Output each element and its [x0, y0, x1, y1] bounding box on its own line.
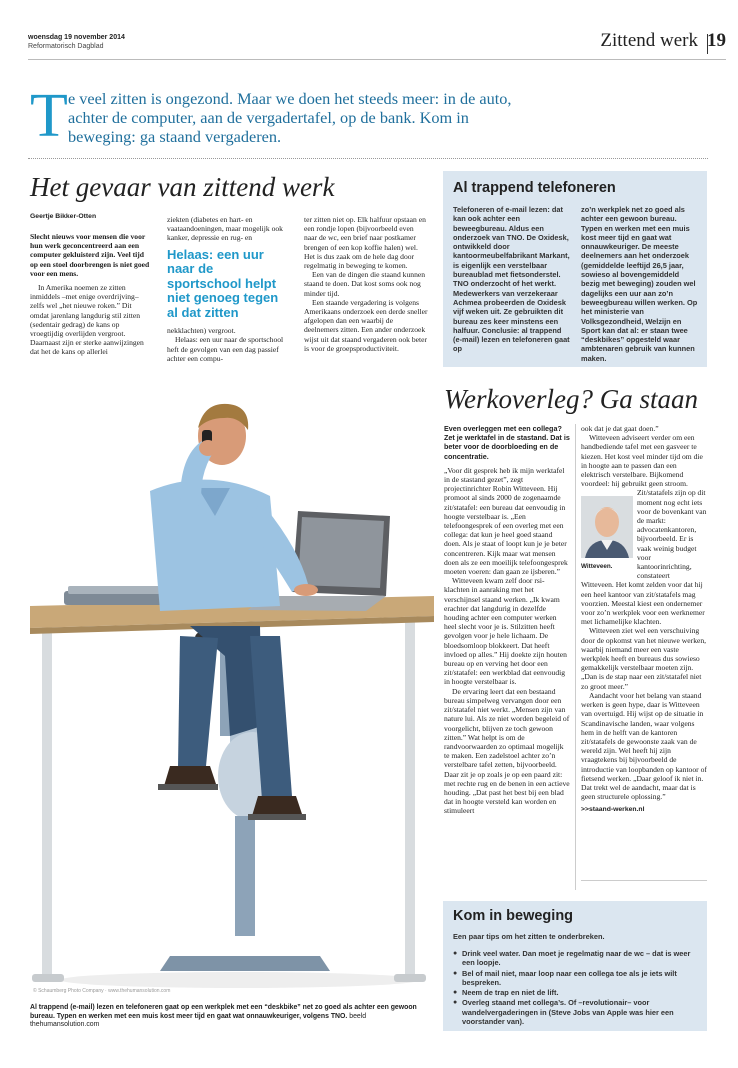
article1-col3: [304, 215, 428, 353]
masthead-paper: Reformatorisch Dagblad: [28, 43, 104, 50]
article2-lead: Even overleggen met een collega? Zet je werktafel in de stastand. Dat is beter voor de doorbloeding en de concentratie.: [444, 424, 570, 461]
photo-credit: beeld: [349, 1012, 367, 1020]
article1-paragraph: In Amerika noemen ze zitten inmiddels –met enige overdrijving– zelfs wel „het nieuwe roken.” Dit omdat jarenlang langdurig stil zitten (sedentair gedrag) de kans op vroegtijdig overlijden vergroot. Daarnaast zijn er sterke aanwijzingen dat het de kans op allerlei: [30, 283, 144, 357]
article2-url[interactable]: >>staand-werken.nl: [581, 806, 645, 814]
article1-col1: [30, 232, 152, 357]
photo-caption: [30, 1004, 435, 1030]
article2-headline: Werkoverleg? Ga staan: [444, 384, 698, 414]
photo-caption-text: Al trappend (e-mail) lezen en telefoneren gaat op een werkplek met een “deskbike” net zo goed als achter een gewoon bureau. Typen en werken met een muis kost meer tijd en gaat wat onnauwkeuriger, volgens TNO.: [30, 1004, 417, 1020]
dotted-rule: [28, 158, 708, 159]
article2-paragraph: Witteveen adviseert verder om een handbediende tafel met een gasveer te kiezen. Het kost veel minder tijd om die in hoogte aan te passen dan een elektrisch verstelbare. Bijkomend voordeel: hij gebruikt geen stroom.: [581, 433, 703, 489]
article2-paragraph: Zit/statafels zijn op dit moment nog echt iets voor de bovenkant van de markt: advocatenkantoren, bijvoorbeeld. Er is vaak weinig budget voor kantoorinrichting, constateert: [637, 488, 707, 581]
article1-paragraph: Helaas: een uur naar de sportschool heft de gevolgen van een dag passief achter een compu-: [167, 335, 284, 363]
masthead-date: woensdag 19 november 2014: [28, 34, 125, 41]
article1-col2: [167, 215, 289, 363]
tip-item: ● Bel of mail niet, maar loop naar een collega toe als je iets wilt bespreken.: [453, 969, 697, 988]
article1-paragraph: nekklachten) vergroot.: [167, 326, 236, 336]
box-trappend: [443, 171, 707, 367]
column-rule: [575, 424, 576, 890]
article1-paragraph: Een staande vergadering is volgens Amerikaans onderzoek een derde sneller afgelopen dan een waarbij de deelnemers zitten. Een ander onderzoek wijst uit dat staand vergaderen ook beter is voor de groepsproductiviteit.: [304, 297, 428, 353]
tip-item: ● Overleg staand met collega’s. Of –revolutionair– voor wandelvergaderingen in (Steve Jobs van Apple was hier een voorstander van).: [453, 998, 697, 1026]
article2-paragraph: ook dat je dat gaat doen.”: [581, 424, 659, 433]
header-rule: [28, 59, 726, 60]
box-trappend-col1: Telefoneren of e-mail lezen: dat kan ook achter een beweegbureau. Aldus een onderzoek van TNO. De Oxidesk, ontwikkeld door kantoormeubelfabrikant Markant, is eigenlijk een verstelbaar bureaublad met fietsonderstel. TNO onderzocht of het werkt. Medewerkers van verzekeraar Achmea probeerden de Oxidesk vijf weken uit. Ze gebruikten dit bureau zes keer minstens een halfuur. Conclusie: al trappend (e-mail) lezen en telefoneren gaat op: [453, 205, 570, 354]
article2-paragraph: Witteveen ziet wel een verschuiving door de opkomst van het nieuwe werken, waarbij niemand meer een vaste werkplek heeft en bureaus dus sowieso gemakkelijk verstelbaar moeten zijn. „Dan is de stap naar een zit/statafel niet zo groot meer.”: [581, 626, 707, 691]
box-trappend-title: Al trappend telefoneren: [453, 180, 616, 196]
article2-end-rule: [581, 880, 707, 881]
article1-lead: Slecht nieuws voor mensen die voor hun werk geconcentreerd aan een computer gekluisterd zijn. Veel tijd op een stoel doorbrengen is niet goed voor een mens.: [30, 232, 150, 278]
article2-col1: [444, 424, 570, 816]
article1-headline: Het gevaar van zittend werk: [30, 172, 335, 202]
deskbike-photo: [30, 396, 434, 1000]
tip-item: ● Neem de trap en niet de lift.: [453, 988, 697, 997]
photo-watermark: © Schaumberg Photo Company · www.thehumansolution.com: [33, 988, 171, 994]
article1-paragraph: ter zitten niet op. Elk halfuur opstaan en een rondje lopen (bijvoorbeeld even naar de wc, een brief naar postkamer brengen of een kop koffie halen) wel. Het is dus zaak om de hele dag door regelmatig in beweging te komen.: [304, 215, 426, 271]
article2-paragraph: Aandacht voor het belang van staand werken is geen hype, daar is Witteveen van overtuigd. Hij wijst op de situatie in Scandinavische landen, waar volgens hem in de helft van de kantoren zit/statafels de gewoonste zaak van de wereld zijn. Wel heeft hij zijn vraagtekens bij bijvoorbeeld de introductie van loopbanden op kantoor of fietsend werken. „Daar geloof ik niet in. Dat trekt wel de aandacht, maar dat is geen structurele oplossing.”: [581, 690, 707, 802]
article2-paragraph: Witteveen kwam zelf door rsi-klachten in aanraking met het verschijnsel staand werken. „Ik kwam erachter dat langdurig in dezelfde houding achter een computer werken heel slecht voor je is. Stilzitten heeft gevolgen voor je hele lichaam. De bloedsomloop blokkeert. Dat heeft invloed op alles.” Hij doekte zijn houten bureau op en verving het door een zit/statafel: een werkblad dat eenvoudig in hoogte verstelbaar is.: [444, 576, 567, 687]
article2-col2: [581, 424, 707, 815]
page-number: 19: [707, 30, 726, 51]
article2-paragraph: Witteveen. Het komt zelden voor dat hij een heel kantoor van zit/statafels mag voorzien. Meestal kiest een ondernemer voor zo’n werkplek voor een werknemer met lichamelijke klachten.: [581, 580, 705, 627]
article1-byline: Geertje Bikker-Otten: [30, 213, 97, 220]
article1-pullquote: Helaas: een uur naar de sportschool helpt niet genoeg tegen al dat zitten: [167, 246, 279, 320]
intro-initial: T: [30, 82, 68, 150]
article1-paragraph: Een van de dingen die staand kunnen staand te doen. Dat kost soms ook nog minder tijd.: [304, 270, 426, 298]
box-trappend-col2: zo’n werkplek net zo goed als achter een gewoon bureau. Typen en werken met een muis kost meer tijd en gaat wat onnauwkeuriger. De meeste deelnemers aan het onderzoek (gemiddelde leeftijd 26,5 jaar, sowieso al bovengemiddeld bezig met beweging) zouden wel dagelijks een uur aan zo’n beweegbureau willen werken. Op het ministerie van Volksgezondheid, Welzijn en Sport kan dat al: er staan twee “deskbikes” opgesteld waar ambtenaren gebruik van kunnen maken.: [581, 205, 698, 363]
article2-paragraph: „Voor dit gesprek heb ik mijn werktafel in de stastand gezet”, zegt projectinrichter Robin Witteveen. Hij promoot al sinds 2000 de zogenaamde zit/statafel: een bureau dat eenvoudig in hoogte verstelbaar is. „Een telefoongesprek of een overleg met een collega: dat kun je heel goed staand doen. Als je staat of loopt kun je je beter concentreren. Kijk maar wat mensen doen als ze een moeilijk telefoongesprek moeten voeren: dan gaan ze ijsberen.”: [444, 465, 568, 577]
main-photo: [30, 396, 434, 1000]
box-beweging-title: Kom in beweging: [453, 908, 574, 924]
tip-item: ● Drink veel water. Dan moet je regelmatig naar de wc – dat is weer een loopje.: [453, 949, 697, 968]
photo-source: thehumansolution.com: [30, 1021, 100, 1029]
portrait-photo: [581, 496, 633, 558]
tips-list: [453, 949, 697, 1027]
article1-paragraph: ziekten (diabetes en hart- en vaataandoeningen, maar mogelijk ook kanker, depressie en rug- en: [167, 215, 283, 243]
portrait-caption: Witteveen.: [581, 562, 613, 570]
box-beweging-intro: Een paar tips om het zitten te onderbreken.: [453, 932, 605, 941]
box-beweging: [443, 901, 707, 1031]
section-title: Zittend werk: [600, 30, 698, 51]
article2-paragraph: De ervaring leert dat een bestaand bureau simpelweg vervangen door een zit/statafel niet werkt. „Mensen zijn van nature lui. Als ze niet worden begeleid of voorgelicht, blijven ze toch gewoon zitten.” Wat helpt is om de randvoorwaarden zo optimaal mogelijk te maken. Een zadelstoel achter zo’n verstelbare tafel zetten, bijvoorbeeld. Daar zit je op zoals je op een paard zit: met rechte rug en de benen in een actieve houding. „Dat past het best bij een blad dat in hoogte versteld kan worden en stimuleert: [444, 686, 570, 816]
intro-text: e veel zitten is ongezond. Maar we doen het steeds meer: in de auto, achter de computer, aan de vergadertafel, op de bank. Kom in beweging: ga staand vergaderen.: [68, 89, 512, 146]
